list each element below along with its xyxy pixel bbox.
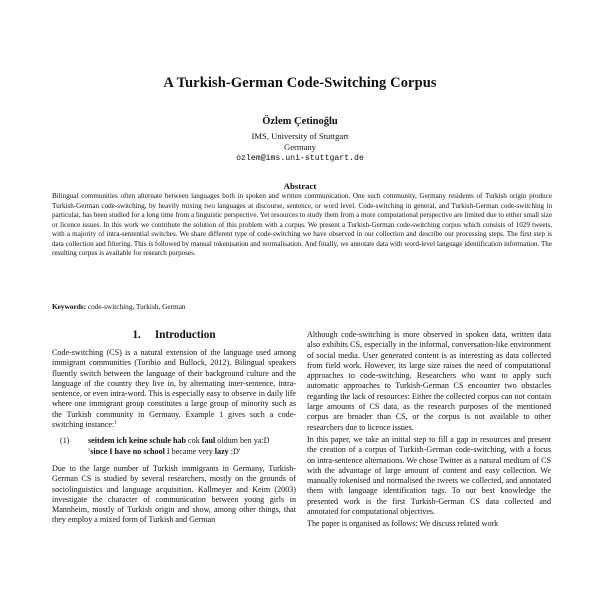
- example-gloss: [88, 447, 296, 457]
- example-number: (1): [60, 436, 70, 446]
- abstract-heading: Abstract: [283, 181, 317, 191]
- section-number: 1.: [132, 329, 141, 341]
- example-turkish-2: oldum ben ya:D: [215, 436, 270, 446]
- intro-paragraph-1: [52, 348, 296, 430]
- intro-paragraph-1-text: Code-switching (CS) is a natural extension of the language used among immigrant communities (Toribio and Bullock, 2012). Bilingual speakers fluently switch between the language of their background culture and the language of the country they live in, by alternating inter-sentence, intra-sentence, or even intra-word. This is especially easy to observe in daily life where one immigrant group constitutes a large group of minority such as the Turkish community in Germany. Example 1 gives such a code-switching instance:: [52, 348, 296, 430]
- author-email[interactable]: ozlem@ims.uni-stuttgart.de: [236, 154, 364, 163]
- keywords-text: code-switching, Turkish, German: [87, 302, 186, 311]
- author-name: Özlem Çetinoğlu: [262, 116, 338, 127]
- gloss-bold-2: lazy: [214, 446, 229, 456]
- paper-title: A Turkish-German Code-Switching Corpus: [163, 75, 437, 91]
- example-german-1: seitdem ich keine schule hab: [88, 436, 187, 446]
- example-sentence: [88, 436, 296, 446]
- example-german-2: faul: [201, 436, 216, 446]
- footnote-mark[interactable]: 1: [114, 419, 118, 426]
- section-heading-introduction: [52, 328, 296, 342]
- left-column: [52, 328, 296, 528]
- example-body: [88, 436, 296, 457]
- abstract-text: Bilingual communities often alternate between languages both in spoken and written communication. One such community, Germany residents of Turkish origin produce Turkish-German code-switching, by heavily mixing two languages at discourse, sentence, or word level. Code-switching in general, and Turkish-German code-switching in particular, has been studied for a long time from a linguistic perspective. Yet resources to study them from a more computational perspective are limited due to either small size or licence issues. In this work we contribute the solution of this problem with a corpus. We present a Turkish-German code-switching corpus which consists of 1029 tweets, with a majority of intra-sentential switches. We share different type of code-switching we have observed in our collection and describe our processing steps. The first step is data collection and filtering. This is followed by manual tokenisation and normalisation. And finally, we annotate data with word-level language identification information. The resulting corpus is available for research purposes.: [52, 192, 552, 257]
- intro-paragraph-2: Due to the large number of Turkish immigrants in Germany, Turkish-German CS is studied by several researchers, mostly on the grounds of sociolinguistics and language acquisition. Kallmeyer and Keim (2003) investigate the character of communication between young girls in Mannheim, mostly of Turkish origin and show, among other things, that they employ a mixed form of Turkish and German: [52, 463, 296, 525]
- gloss-bold-1: 'since I have no school: [88, 446, 165, 456]
- keywords-label: Keywords:: [52, 302, 87, 311]
- example-1: [52, 436, 296, 457]
- example-turkish-1: cok: [186, 436, 202, 446]
- section-title: Introduction: [154, 329, 216, 341]
- right-paragraph-1: Although code-switching is more observed in spoken data, written data also exhibits CS, especially in the informal, conversation-like environment of social media. User generated content is as interesting as data collected from field work. However, its large size raises the need of computational approaches to code-switching. Researchers who want to apply such automatic approaches to Turkish-German CS encounter two obstacles regarding the lack of resources: Either the collected corpus can not contain large amounts of CS data, as the research purposes of the mentioned corpus are broader than CS, or the corpus is not available to other researchers due to licence issues.: [307, 330, 551, 432]
- right-column: [307, 330, 551, 532]
- right-paragraph-2: In this paper, we take an initial step to fill a gap in resources and present the creation of a corpus of Turkish-German code-switching, with a focus on intra-sentence alternations. We chose Twitter as a natural medium of CS with the advantage of large amount of content and easy collection. We manually tokenised and normalised the tweets we collected, and annotated them with language identification tags. To our best knowledge the presented work is the first Turkish-German CS data collected and annotated for computational objectives.: [307, 434, 551, 517]
- author-country: Germany: [284, 142, 316, 152]
- author-affiliation: IMS, University of Stuttgart: [251, 131, 349, 141]
- right-paragraph-3: The paper is organised as follows: We discuss related work: [307, 519, 499, 529]
- gloss-text-2: :D': [228, 446, 241, 456]
- gloss-text-1: I became very: [164, 446, 215, 456]
- keywords-line: [52, 302, 552, 311]
